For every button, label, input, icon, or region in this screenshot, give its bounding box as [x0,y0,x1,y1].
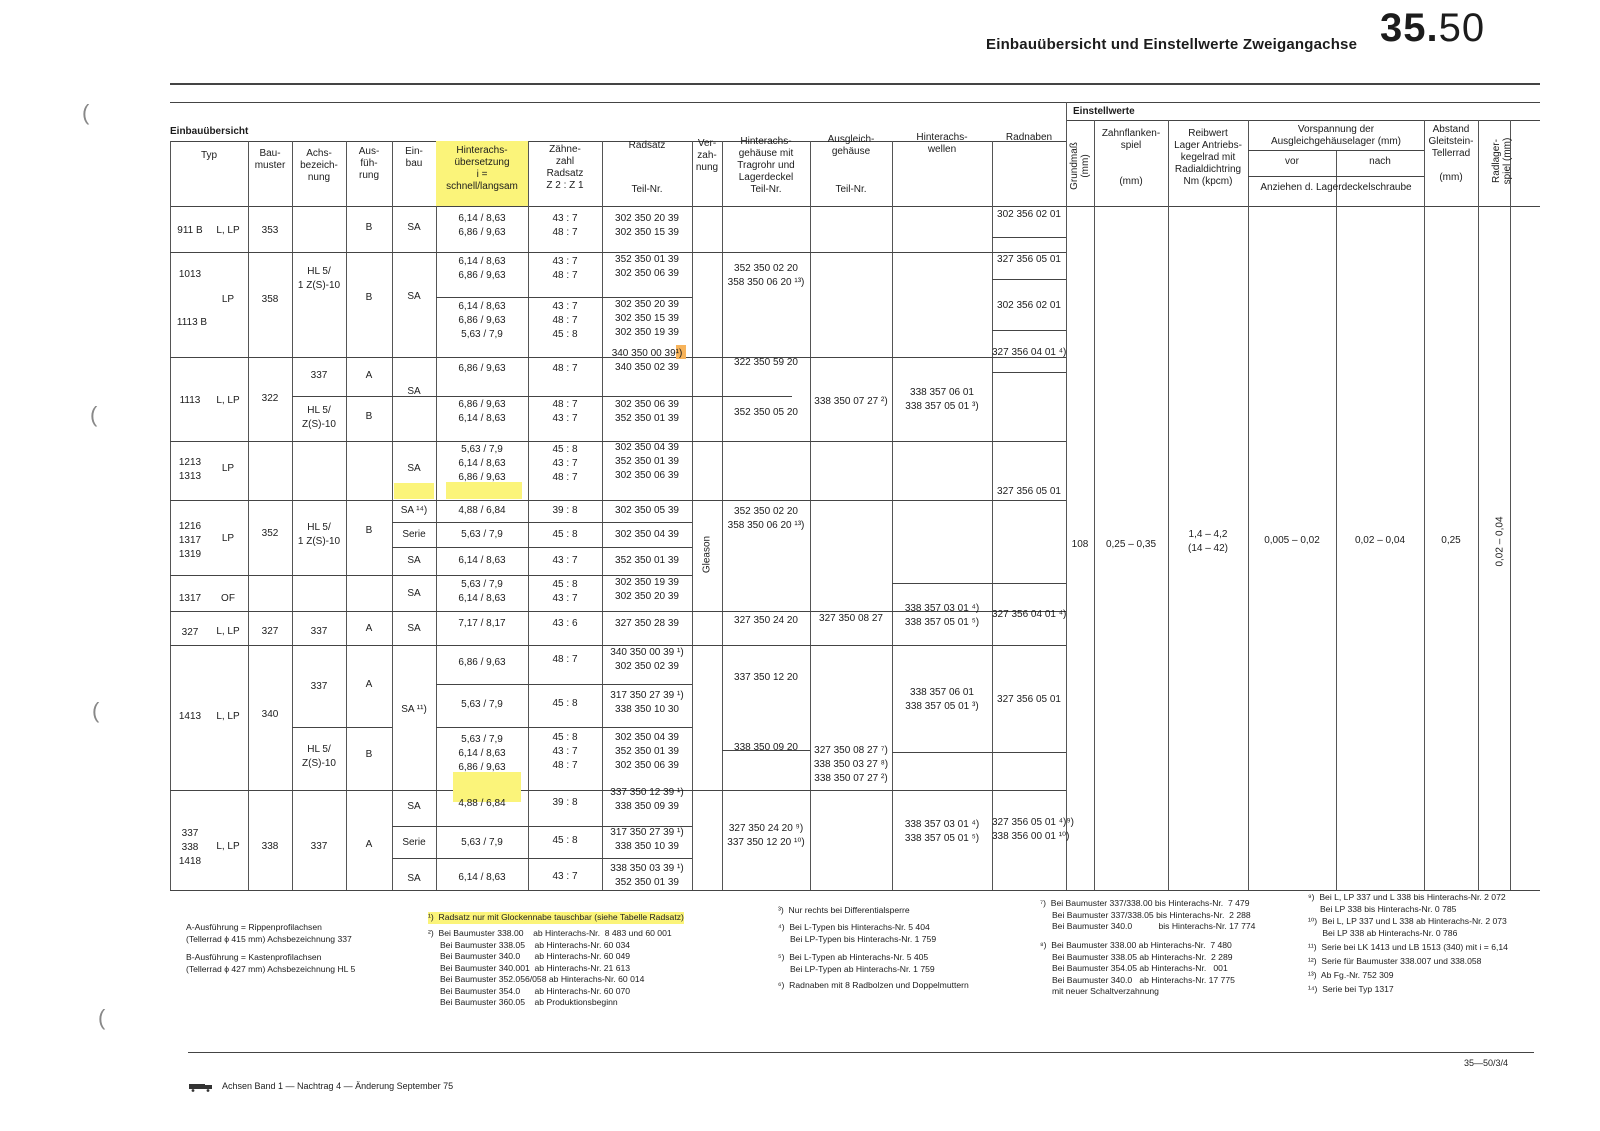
cell-ausf: A [365,370,373,381]
footnote-5: ⁵) Bei L-Typen ab Hinterachs-Nr. 5 405 Bei LP-Typen ab Hinterachs-Nr. 1 759 [778,952,935,974]
cell-radnaben: 327 356 05 01 ⁴)⁹) 338 356 00 01 ¹⁰) [992,817,1074,842]
row-rule [170,500,1066,501]
cell-ausgleich: 327 350 08 27 ⁷) 338 350 03 27 ⁸) 338 350 07 27 ²) [813,745,889,784]
subrow-rule [892,583,1066,584]
col-line [1510,120,1511,890]
cell-gehaeuse: 327 350 24 20 [734,615,798,626]
col-line [1478,120,1479,890]
cell-uebersetzung: 5,63 / 7,9 6,14 / 8,63 6,86 / 9,63 [458,444,506,483]
cell-typ: 1113 B [176,317,208,328]
subrow-rule [392,522,692,523]
page-number [1380,6,1485,51]
col-header-zahnflanken: Zahnflanken- spiel [1101,128,1161,151]
cell-teilnr: 302 350 05 39 [615,505,679,516]
col-line [292,141,293,890]
cell-radnaben: 327 356 05 01 [997,694,1061,705]
cell-teilnr: 302 350 04 39 352 350 01 39 302 350 06 39 [615,732,679,771]
subrow-rule [436,727,692,728]
cell-var: L, LP [216,395,240,406]
col-line [170,141,171,890]
cell-einbau: SA [407,291,421,302]
cell-einbau: SA [407,463,421,474]
col-header-grundmass: Grundmaß (mm) [1069,142,1091,190]
cell-teilnr: 352 350 01 39 302 350 06 39 [615,254,679,279]
cell-typ: 911 B [177,225,203,236]
scan-mark: ( [92,698,100,723]
cell-einbau: SA [407,386,421,397]
cell-radnaben: 327 356 04 01 ⁴) [992,609,1067,620]
footnote-8: ⁸) Bei Baumuster 338.00 ab Hinterachs-Nr. 7 480 Bei Baumuster 338.05 ab Hinterachs-Nr. 2 289 Bei Baumuster 354.05 ab Hinterachs-Nr. 001 Bei Baumuster 340.0 ab Hinterachs-Nr. 17 775 mit neuer Schaltverzahnung [1040,940,1235,996]
col-header-nach: nach [1369,156,1391,167]
cell-teilnr: 302 350 06 39 352 350 01 39 [615,399,679,424]
table-top-rule [170,102,1540,103]
footnote-14: ¹⁴) Serie bei Typ 1317 [1308,984,1394,994]
cell-uebersetzung: 5,63 / 7,9 [461,529,503,540]
cell-achs: HL 5/ 1 Z(S)-10 [297,266,341,291]
cell-bm: 352 [261,528,279,539]
col-header-ausgleich-teil: Teil-Nr. [835,184,867,195]
footnote-1: ¹) Radsatz nur mit Glockennabe tauschbar (siehe Tabelle Radsatz) [428,912,684,922]
cell-var: L, LP [216,841,240,852]
col-line [1248,120,1249,890]
cell-uebersetzung: 5,63 / 7,9 [461,699,503,710]
cell-zaehne: 43 : 7 [552,871,578,882]
cell-zaehne: 45 : 8 [552,698,578,709]
cell-gehaeuse: 352 350 02 20 358 350 06 20 ¹³) [727,506,805,531]
col-header-teilnr: Teil-Nr. [631,184,663,195]
cell-achs: HL 5/ Z(S)-10 [302,744,336,769]
page-number-main: 35. [1380,6,1439,50]
cell-teilnr: 302 350 04 39 [615,529,679,540]
subrow-rule [392,858,692,859]
footer-page-code: 35—50/3/4 [1464,1058,1509,1068]
cell-einbau: SA [407,222,421,233]
cell-uebersetzung: 7,17 / 8,17 [458,618,506,629]
footnote-12: ¹²) Serie für Baumuster 338.007 und 338.058 [1308,956,1482,966]
col-line [1066,102,1067,890]
cell-einbau: Serie [402,529,426,540]
cell-einbau: SA [407,555,421,566]
cell-zaehne: 43 : 7 48 : 7 [552,256,578,281]
settings-header-rule [1066,120,1540,121]
cell-uebersetzung: 6,14 / 8,63 [458,555,506,566]
cell-bm: 353 [261,225,279,236]
value-abstand: 0,25 [1441,535,1461,546]
col-header-zahnflanken-unit: (mm) [1119,176,1143,187]
value-zahnflanken: 0,25 – 0,35 [1105,539,1157,550]
col-header-uebersetzung: Hinterachs- übersetzung i = schnell/langsam [446,145,518,192]
footer-note [188,1081,453,1092]
table-bottom-rule [170,890,1540,891]
cell-achs: 337 [310,841,328,852]
cell-einbau: SA [407,623,421,634]
section-label-einbau: Einbauübersicht [170,126,249,137]
footnote-4: ⁴) Bei L-Typen bis Hinterachs-Nr. 5 404 Bei LP-Typen bis Hinterachs-Nr. 1 759 [778,922,937,944]
col-line [1168,120,1169,890]
cell-zaehne: 45 : 8 [552,529,578,540]
subrow-rule [436,684,692,685]
subrow-rule [992,279,1066,280]
col-header-radnaben: Radnaben [1005,132,1053,143]
scan-mark: ( [82,100,90,125]
cell-ausgleich: 338 350 07 27 ²) [814,396,888,407]
col-header-radlager: Radlager- spiel (mm) [1491,137,1513,185]
cell-radnaben: 327 356 05 01 [997,486,1061,497]
cell-var: LP [221,463,235,474]
cell-gehaeuse: 337 350 12 20 [734,672,798,683]
cell-wellen: 338 357 03 01 ⁴) 338 357 05 01 ⁵) [904,819,980,844]
footnote-2: ²) Bei Baumuster 338.00 ab Hinterachs-Nr. 8 483 und 60 001 Bei Baumuster 338.05 ab Hinterachs-Nr. 60 034 Bei Baumuster 340.0 ab Hinterachs-Nr. 60 049 Bei Baumuster 340.001 ab Hinterachs-Nr. 21 613 Bei Baumuster 352.056/058 ab Hinterachs-Nr. 60 014 Bei Baumuster 354.0 ab Hinterachs-Nr. 60 070 Bei Baumuster 360.05 ab Produktionsbeginn [428,928,672,1007]
cell-zaehne: 45 : 8 43 : 7 48 : 7 [552,444,578,483]
cell-gehaeuse: 352 350 05 20 [734,407,798,418]
subrow-rule [992,372,1066,373]
cell-ausf: B [365,749,373,760]
col-header-radsatz: Radsatz [628,140,666,151]
cell-uebersetzung: 4,88 / 6,84 [458,798,506,809]
cell-teilnr: 302 350 04 39 352 350 01 39 302 350 06 39 [615,442,679,481]
cell-ausf: B [365,525,373,536]
col-header-wellen: Hinterachs- wellen [916,132,968,155]
cell-teilnr: 340 350 02 39 [615,362,679,373]
col-line [1424,120,1425,890]
cell-zaehne: 43 : 7 [552,555,578,566]
cell-ausf: A [365,839,373,850]
cell-gehaeuse: 338 350 09 20 [734,742,798,753]
value-reibwert: 1,4 – 4,2 (14 – 42) [1187,529,1229,554]
cell-achs: 337 [310,626,328,637]
cell-radnaben: 327 356 04 01 ⁴) [992,347,1067,358]
cell-uebersetzung: 6,14 / 8,63 6,86 / 9,63 5,63 / 7,9 [458,301,506,340]
cell-teilnr: 302 350 20 39 302 350 15 39 [615,213,679,238]
cell-radnaben: 327 356 05 01 [997,254,1061,265]
footnote-3: ³) Nur rechts bei Differentialsperre [778,905,910,915]
value-nach: 0,02 – 0,04 [1354,535,1406,546]
cell-ausf: B [365,222,373,233]
cell-einbau: SA ¹⁴) [400,505,428,516]
cell-uebersetzung: 6,14 / 8,63 6,86 / 9,63 [458,256,506,281]
subrow-rule [992,330,1066,331]
col-header-reibwert: Reibwert Lager Antriebs- kegelrad mit Radialdichtring Nm (kpcm) [1174,128,1242,187]
col-line [1094,120,1095,890]
cell-typ: 1213 1313 [178,457,202,482]
cell-typ: 337 338 1418 [178,828,202,867]
cell-zaehne: 39 : 8 [552,505,578,516]
subrow-rule [292,727,392,728]
cell-var: LP [221,533,235,544]
cell-footnote: ¹) [675,348,683,359]
cell-bm: 322 [261,393,279,404]
cell-bm: 327 [261,626,279,637]
cell-einbau: SA ¹¹) [401,704,427,715]
cell-var: L, LP [216,225,240,236]
cell-uebersetzung: 5,63 / 7,9 6,14 / 8,63 6,86 / 9,63 [458,734,506,773]
cell-einbau: SA [407,588,421,599]
col-line [1336,150,1337,890]
col-header-vor: vor [1285,156,1299,167]
col-header-ausgleich: Ausgleich- gehäuse [827,134,875,157]
col-header-achs: Achs- bezeich- nung [300,148,338,183]
cell-einbau: Serie [402,837,426,848]
cell-bm: 340 [261,709,279,720]
col-header-vorspannung: Vorspannung der Ausgleichgehäuselager (mm) [1270,124,1402,147]
cell-var: L, LP [216,711,240,722]
cell-zaehne: 45 : 8 43 : 7 [552,579,578,604]
cell-achs: HL 5/ 1 Z(S)-10 [297,522,341,547]
col-header-abstand-unit: (mm) [1439,172,1463,183]
cell-ausf: A [365,623,373,634]
cell-teilnr-value: 340 350 00 39 [611,348,676,359]
cell-teilnr: 340 350 00 39 ¹) 302 350 02 39 [610,647,684,672]
col-header-zaehne: Zähne- zahl Radsatz Z 2 : Z 1 [546,144,584,191]
cell-var: L, LP [216,626,240,637]
cell-zaehne: 39 : 8 [552,797,578,808]
footnote-11: ¹¹) Serie bei LK 1413 und LB 1513 (340) mit i = 6,14 [1308,942,1508,952]
cell-typ: 1413 [178,711,202,722]
footnote-13: ¹³) Ab Fg.-Nr. 752 309 [1308,970,1394,980]
section-label-einstell: Einstellwerte [1073,106,1135,117]
cell-var: LP [221,294,235,305]
cell-uebersetzung: 5,63 / 7,9 6,14 / 8,63 [458,579,506,604]
cell-einbau: SA [407,801,421,812]
subrow-rule [392,547,692,548]
cell-achs: 337 [310,370,328,381]
cell-ausf: B [365,292,373,303]
cell-zaehne: 43 : 6 [552,618,578,629]
cell-teilnr: 317 350 27 39 ¹) 338 350 10 30 [610,690,684,715]
value-grundmass: 108 [1071,539,1089,550]
cell-achs: 337 [310,681,328,692]
col-line [692,141,693,890]
cell-uebersetzung: 5,63 / 7,9 [461,837,503,848]
footnote-7: ⁷) Bei Baumuster 337/338.00 bis Hinterachs-Nr. 7 479 Bei Baumuster 337/338.05 bis Hinterachs-Nr. 2 288 Bei Baumuster 340.0 bis Hinterachs-Nr. 17 774 [1040,898,1256,931]
cell-teilnr: 302 350 20 39 302 350 15 39 302 350 19 39 [615,299,679,338]
col-header-einbau: Ein- bau [405,146,423,169]
cell-teilnr [602,347,692,361]
col-line [892,141,893,890]
cell-achs: HL 5/ Z(S)-10 [302,405,336,430]
cell-uebersetzung: 6,14 / 8,63 6,86 / 9,63 [458,213,506,238]
cell-zaehne: 45 : 8 43 : 7 48 : 7 [552,732,578,771]
cell-gehaeuse: 352 350 02 20 358 350 06 20 ¹³) [727,263,805,288]
cell-uebersetzung: 6,86 / 9,63 6,14 / 8,63 [458,399,506,424]
cell-zaehne: 48 : 7 [552,363,578,374]
col-header-verz: Ver- zah- nung [695,138,719,173]
cell-zaehne: 43 : 7 48 : 7 45 : 8 [552,301,578,340]
cell-teilnr: 302 350 19 39 302 350 20 39 [615,577,679,602]
cell-wellen: 338 357 03 01 ⁴) 338 357 05 01 ⁵) [904,603,980,628]
cell-teilnr: 352 350 01 39 [615,555,679,566]
cell-teilnr: 327 350 28 39 [615,618,679,629]
subrow-rule [436,396,792,397]
value-radlager: 0,02 – 0,04 [1494,516,1506,567]
cell-zaehne: 48 : 7 43 : 7 [552,399,578,424]
footnote-9: ⁹) Bei L, LP 337 und L 338 bis Hinterachs-Nr. 2 072 Bei LP 338 bis Hinterachs-Nr. 0 785 [1308,892,1506,914]
cell-typ: 1317 [178,593,202,604]
cell-verzahnung: Gleason [701,535,713,574]
footer-note-text: Achsen Band 1 — Nachtrag 4 — Änderung September 75 [222,1081,454,1091]
col-header-typ: Typ [200,150,218,161]
header-bottom-rule [170,206,1540,207]
note-a-ausfuehrung: A-Ausführung = Rippenprofilachsen (Tellerrad ϕ 415 mm) Achsbezeichnung 337 [186,922,352,944]
page-heading: Einbauübersicht und Einstellwerte Zweigangachse [986,36,1358,53]
col-header-ausf: Aus- füh- rung [358,146,380,181]
cell-zaehne: 48 : 7 [552,654,578,665]
scan-mark: ( [98,1005,106,1030]
col-header-anziehen: Anziehen d. Lagerdeckelschraube [1260,182,1412,193]
cell-teilnr: 338 350 03 39 ¹) 352 350 01 39 [610,863,684,888]
subrow-rule [1248,150,1424,151]
highlight-sa [394,483,434,499]
cell-bm: 358 [261,294,279,305]
cell-uebersetzung: 4,88 / 6,84 [458,505,506,516]
cell-radnaben: 302 356 02 01 [997,300,1061,311]
subrow-rule [1248,176,1424,177]
cell-typ: 1013 [178,269,202,280]
col-header-gehaeuse: Hinterachs- gehäuse mit Tragrohr und Lagerdeckel Teil-Nr. [737,136,795,195]
cell-teilnr: 337 350 12 39 ¹) 338 350 09 39 [610,787,684,812]
cell-uebersetzung: 6,86 / 9,63 [458,363,506,374]
value-vor: 0,005 – 0,02 [1264,535,1320,546]
cell-radnaben: 302 356 02 01 [997,209,1061,220]
cell-typ: 327 [181,627,199,638]
cell-wellen: 338 357 06 01 338 357 05 01 ³) [905,687,979,712]
subrow-rule [992,237,1066,238]
cell-ausgleich: 327 350 08 27 [819,613,883,624]
cell-typ: 1113 [179,395,201,406]
cell-zaehne: 43 : 7 48 : 7 [552,213,578,238]
cell-gehaeuse: 322 350 59 20 [734,357,798,368]
subrow-rule [892,752,1066,753]
scan-mark: ( [90,402,98,427]
col-line [346,141,347,890]
cell-teilnr: 317 350 27 39 ¹) 338 350 10 39 [610,827,684,852]
note-b-ausfuehrung: B-Ausführung = Kastenprofilachsen (Tellerrad ϕ 427 mm) Achsbezeichnung HL 5 [186,952,356,974]
footer-rule [188,1052,1534,1053]
page-number-sub: 50 [1438,6,1486,50]
header-rule [170,83,1540,85]
cell-uebersetzung: 6,86 / 9,63 [458,657,506,668]
cell-einbau: SA [407,873,421,884]
cell-wellen: 338 357 06 01 338 357 05 01 ³) [905,387,979,412]
cell-gehaeuse: 327 350 24 20 ⁹) 337 350 12 20 ¹⁰) [727,823,805,848]
cell-uebersetzung: 6,14 / 8,63 [458,872,506,883]
footnote-6: ⁶) Radnaben mit 8 Radbolzen und Doppelmuttern [778,980,969,990]
col-header-baumuster: Bau- muster [254,148,286,171]
cell-bm: 338 [261,841,279,852]
col-header-abstand: Abstand Gleitstein- Tellerrad [1428,124,1474,159]
cell-typ: 1216 1317 1319 [178,521,202,560]
cell-zaehne: 45 : 8 [552,835,578,846]
truck-icon [188,1082,216,1092]
cell-ausf: A [365,679,373,690]
footnote-10: ¹⁰) Bei L, LP 337 und L 338 ab Hinterachs-Nr. 2 073 Bei LP 338 ab Hinterachs-Nr. 0 786 [1308,916,1507,938]
cell-var: OF [221,593,235,604]
col-line [248,141,249,890]
cell-ausf: B [365,411,373,422]
